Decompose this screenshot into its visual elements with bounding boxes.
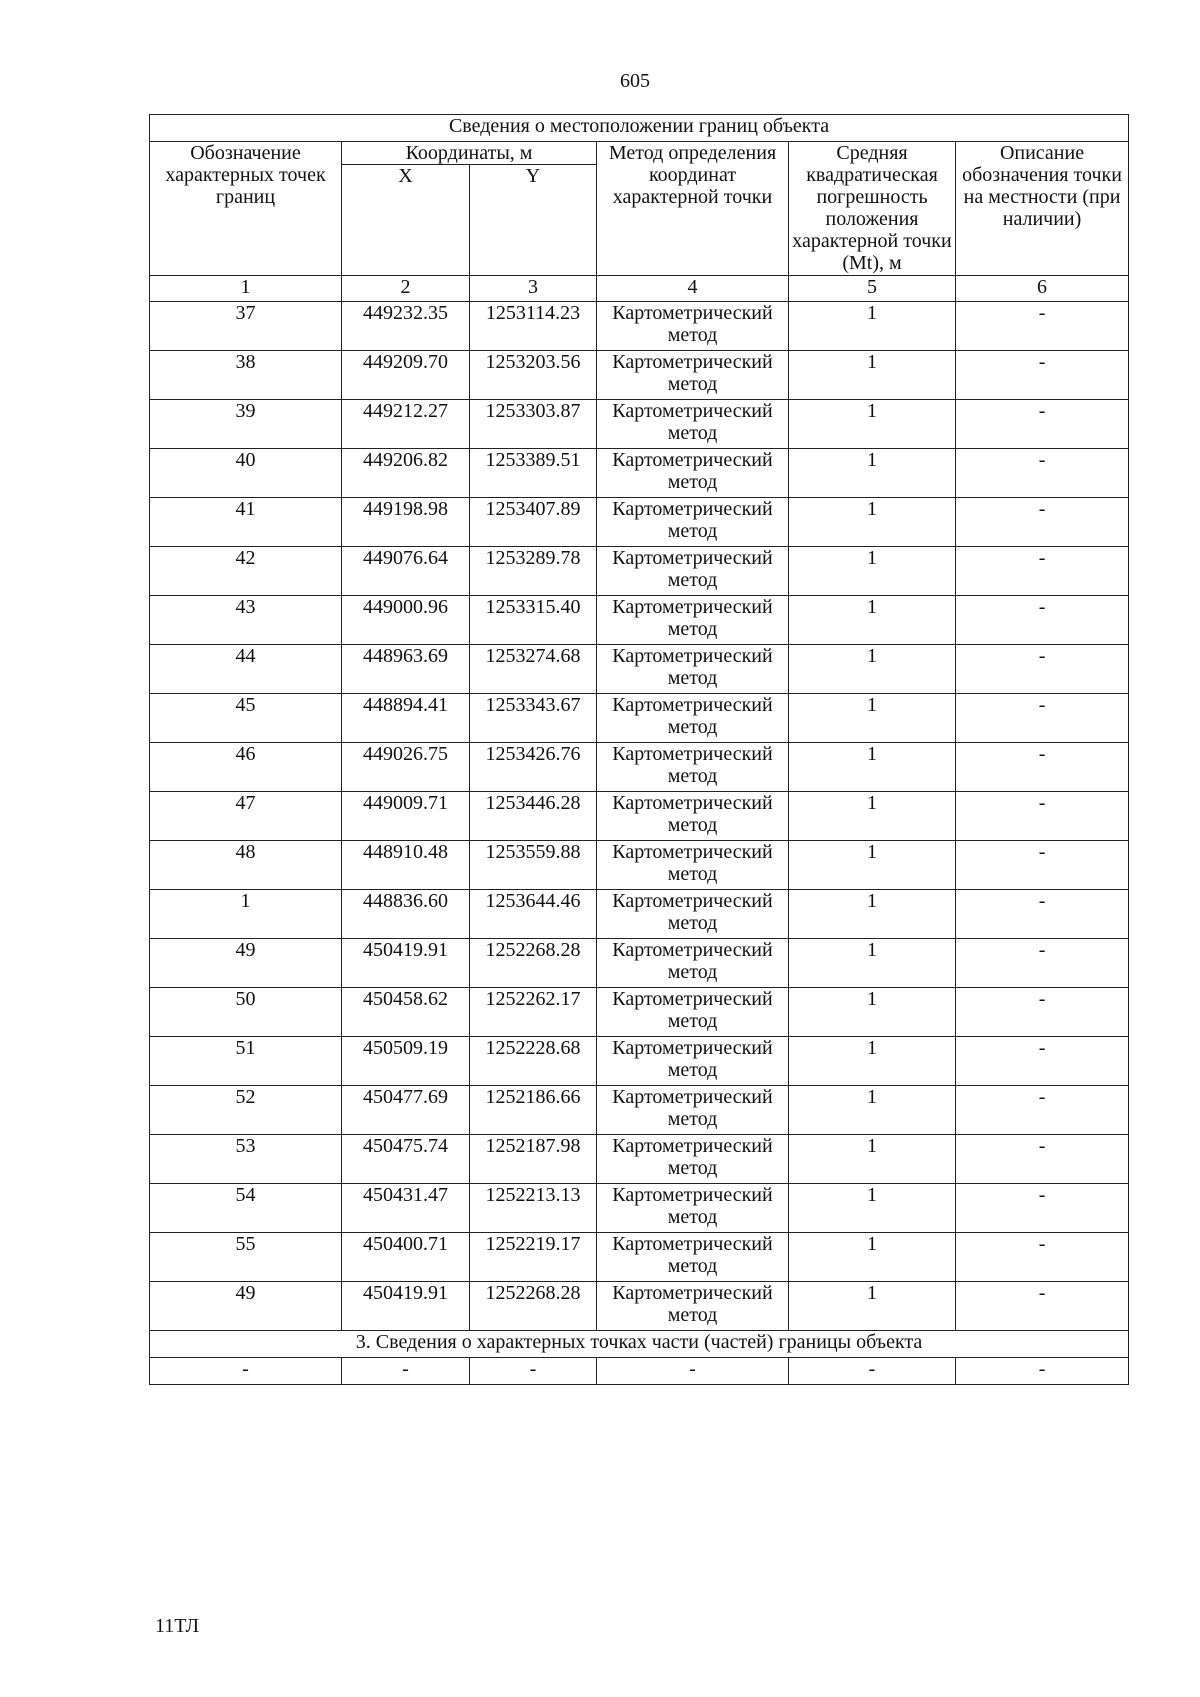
- point-number: 48: [150, 841, 342, 890]
- coord-x: 449026.75: [342, 743, 470, 792]
- coord-x: 449232.35: [342, 302, 470, 351]
- section3-cell: -: [150, 1358, 342, 1385]
- coord-x: 448894.41: [342, 694, 470, 743]
- mt-error: 1: [789, 1184, 956, 1233]
- mt-error: 1: [789, 1037, 956, 1086]
- coord-y: 1252219.17: [470, 1233, 597, 1282]
- method: Картометрический метод: [597, 449, 789, 498]
- description: -: [956, 792, 1129, 841]
- method: Картометрический метод: [597, 547, 789, 596]
- coord-y: 1253274.68: [470, 645, 597, 694]
- table-row: [150, 1086, 1129, 1135]
- table-row: [150, 841, 1129, 890]
- description: -: [956, 645, 1129, 694]
- coord-y: 1252228.68: [470, 1037, 597, 1086]
- table-row: [150, 498, 1129, 547]
- point-number: 54: [150, 1184, 342, 1233]
- column-number: 6: [956, 276, 1129, 302]
- coord-x: 449198.98: [342, 498, 470, 547]
- point-number: 44: [150, 645, 342, 694]
- mt-error: 1: [789, 351, 956, 400]
- coord-x: 450458.62: [342, 988, 470, 1037]
- table-title: Сведения о местоположении границ объекта: [150, 115, 1129, 142]
- table-row: [150, 1233, 1129, 1282]
- coord-x: 449000.96: [342, 596, 470, 645]
- method: Картометрический метод: [597, 1282, 789, 1331]
- mt-error: 1: [789, 988, 956, 1037]
- section3-cell: -: [789, 1358, 956, 1385]
- point-number: 40: [150, 449, 342, 498]
- point-number: 51: [150, 1037, 342, 1086]
- description: -: [956, 988, 1129, 1037]
- table-row: [150, 547, 1129, 596]
- method: Картометрический метод: [597, 645, 789, 694]
- table-row: [150, 596, 1129, 645]
- coord-y: 1253114.23: [470, 302, 597, 351]
- mt-error: 1: [789, 498, 956, 547]
- coord-x: 449076.64: [342, 547, 470, 596]
- mt-error: 1: [789, 743, 956, 792]
- table-row: [150, 792, 1129, 841]
- description: -: [956, 694, 1129, 743]
- coord-x: 449209.70: [342, 351, 470, 400]
- point-number: 39: [150, 400, 342, 449]
- mt-error: 1: [789, 792, 956, 841]
- mt-error: 1: [789, 547, 956, 596]
- coord-x: 450400.71: [342, 1233, 470, 1282]
- coord-y: 1252213.13: [470, 1184, 597, 1233]
- table-row: [150, 694, 1129, 743]
- description: -: [956, 400, 1129, 449]
- coord-y: 1253407.89: [470, 498, 597, 547]
- coord-y: 1253303.87: [470, 400, 597, 449]
- mt-error: 1: [789, 1086, 956, 1135]
- coord-y: 1253559.88: [470, 841, 597, 890]
- mt-error: 1: [789, 694, 956, 743]
- point-number: 42: [150, 547, 342, 596]
- section3-cell: -: [956, 1358, 1129, 1385]
- table-row: [150, 939, 1129, 988]
- coord-x: 450475.74: [342, 1135, 470, 1184]
- header-description: Описание обозначения точки на местности (при наличии): [956, 142, 1129, 276]
- description: -: [956, 890, 1129, 939]
- coord-y: 1253315.40: [470, 596, 597, 645]
- coord-y: 1253426.76: [470, 743, 597, 792]
- point-number: 50: [150, 988, 342, 1037]
- coord-y: 1253446.28: [470, 792, 597, 841]
- point-number: 49: [150, 1282, 342, 1331]
- table-row: [150, 1037, 1129, 1086]
- point-number: 46: [150, 743, 342, 792]
- mt-error: 1: [789, 841, 956, 890]
- description: -: [956, 743, 1129, 792]
- point-number: 41: [150, 498, 342, 547]
- table-row: [150, 351, 1129, 400]
- description: -: [956, 498, 1129, 547]
- section3-title: 3. Сведения о характерных точках части (частей) границы объекта: [150, 1331, 1129, 1358]
- section3-row: [150, 1358, 1129, 1385]
- method: Картометрический метод: [597, 939, 789, 988]
- method: Картометрический метод: [597, 743, 789, 792]
- coord-y: 1252187.98: [470, 1135, 597, 1184]
- description: -: [956, 351, 1129, 400]
- coord-x: 448910.48: [342, 841, 470, 890]
- mt-error: 1: [789, 1135, 956, 1184]
- mt-error: 1: [789, 302, 956, 351]
- method: Картометрический метод: [597, 596, 789, 645]
- description: -: [956, 841, 1129, 890]
- method: Картометрический метод: [597, 988, 789, 1037]
- coord-y: 1253644.46: [470, 890, 597, 939]
- coord-y: 1253203.56: [470, 351, 597, 400]
- section3-cell: -: [342, 1358, 470, 1385]
- table-row: [150, 890, 1129, 939]
- mt-error: 1: [789, 645, 956, 694]
- coord-x: 449206.82: [342, 449, 470, 498]
- description: -: [956, 1135, 1129, 1184]
- coord-y: 1252186.66: [470, 1086, 597, 1135]
- coord-y: 1253289.78: [470, 547, 597, 596]
- method: Картометрический метод: [597, 694, 789, 743]
- table-row: [150, 645, 1129, 694]
- header-method: Метод определения координат характерной точки: [597, 142, 789, 276]
- table-row: [150, 302, 1129, 351]
- coord-y: 1252268.28: [470, 939, 597, 988]
- point-number: 55: [150, 1233, 342, 1282]
- point-number: 47: [150, 792, 342, 841]
- column-number: 4: [597, 276, 789, 302]
- method: Картометрический метод: [597, 792, 789, 841]
- coord-x: 449009.71: [342, 792, 470, 841]
- coord-x: 450509.19: [342, 1037, 470, 1086]
- page-number: 605: [620, 70, 650, 92]
- table-row: [150, 449, 1129, 498]
- coord-x: 448836.60: [342, 890, 470, 939]
- method: Картометрический метод: [597, 1233, 789, 1282]
- point-number: 49: [150, 939, 342, 988]
- description: -: [956, 1037, 1129, 1086]
- method: Картометрический метод: [597, 302, 789, 351]
- description: -: [956, 302, 1129, 351]
- mt-error: 1: [789, 939, 956, 988]
- method: Картометрический метод: [597, 1086, 789, 1135]
- description: -: [956, 449, 1129, 498]
- mt-error: 1: [789, 1282, 956, 1331]
- point-number: 45: [150, 694, 342, 743]
- coord-x: 450477.69: [342, 1086, 470, 1135]
- coord-y: 1252262.17: [470, 988, 597, 1037]
- mt-error: 1: [789, 400, 956, 449]
- description: -: [956, 1184, 1129, 1233]
- table-row: [150, 1282, 1129, 1331]
- header-y: Y: [470, 165, 597, 276]
- coord-y: 1253343.67: [470, 694, 597, 743]
- point-number: 52: [150, 1086, 342, 1135]
- method: Картометрический метод: [597, 890, 789, 939]
- coord-x: 450419.91: [342, 1282, 470, 1331]
- coord-x: 450431.47: [342, 1184, 470, 1233]
- mt-error: 1: [789, 890, 956, 939]
- column-number: 2: [342, 276, 470, 302]
- method: Картометрический метод: [597, 400, 789, 449]
- coord-x: 448963.69: [342, 645, 470, 694]
- coord-y: 1252268.28: [470, 1282, 597, 1331]
- mt-error: 1: [789, 449, 956, 498]
- description: -: [956, 1282, 1129, 1331]
- method: Картометрический метод: [597, 498, 789, 547]
- coord-x: 450419.91: [342, 939, 470, 988]
- section3-cell: -: [597, 1358, 789, 1385]
- column-number: 5: [789, 276, 956, 302]
- header-x: X: [342, 165, 470, 276]
- header-error: Средняя квадратическая погрешность положения характерной точки (Mt), м: [789, 142, 956, 276]
- table-row: [150, 988, 1129, 1037]
- column-numbers-row: [150, 276, 1129, 302]
- method: Картометрический метод: [597, 351, 789, 400]
- point-number: 53: [150, 1135, 342, 1184]
- point-number: 1: [150, 890, 342, 939]
- table-row: [150, 400, 1129, 449]
- point-number: 38: [150, 351, 342, 400]
- section3-cell: -: [470, 1358, 597, 1385]
- coord-y: 1253389.51: [470, 449, 597, 498]
- point-number: 37: [150, 302, 342, 351]
- method: Картометрический метод: [597, 1135, 789, 1184]
- column-number: 1: [150, 276, 342, 302]
- description: -: [956, 547, 1129, 596]
- header-coordinates: Координаты, м: [342, 142, 597, 165]
- mt-error: 1: [789, 596, 956, 645]
- table-row: [150, 1184, 1129, 1233]
- boundary-coordinates-table: [149, 114, 1129, 1385]
- mt-error: 1: [789, 1233, 956, 1282]
- description: -: [956, 1086, 1129, 1135]
- description: -: [956, 939, 1129, 988]
- table-row: [150, 1135, 1129, 1184]
- footer-code: 11ТЛ: [155, 1615, 200, 1637]
- point-number: 43: [150, 596, 342, 645]
- table-row: [150, 743, 1129, 792]
- method: Картометрический метод: [597, 1184, 789, 1233]
- header-point-designation: Обозначение характерных точек границ: [150, 142, 342, 276]
- method: Картометрический метод: [597, 841, 789, 890]
- column-number: 3: [470, 276, 597, 302]
- coord-x: 449212.27: [342, 400, 470, 449]
- description: -: [956, 1233, 1129, 1282]
- description: -: [956, 596, 1129, 645]
- method: Картометрический метод: [597, 1037, 789, 1086]
